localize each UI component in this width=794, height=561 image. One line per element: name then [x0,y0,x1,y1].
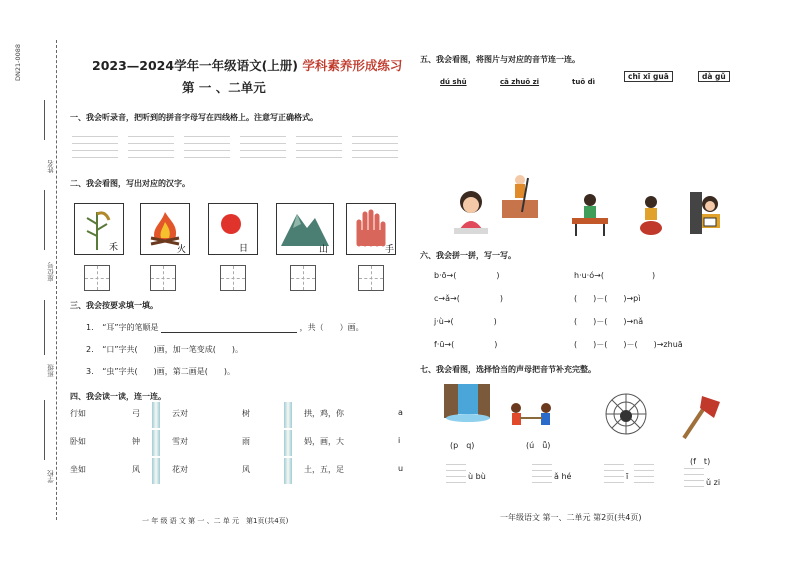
s4-words-1[interactable]: 拱，鸡，你 [304,409,344,418]
tianzige-box-1[interactable] [84,265,110,291]
s7-write-grid-1[interactable] [446,464,466,483]
s6-row1-right[interactable]: h·u·ó→( ) [574,271,656,280]
divider-bar [152,458,160,484]
title-year: 2023—2024学年一年级语文(上册) [92,58,299,73]
s4-mid-1[interactable]: 弓 [132,409,140,418]
s7-choice-1[interactable]: (p q) [450,441,475,450]
mopping-picture[interactable] [498,172,542,220]
s7-ending-1: ù bù [468,472,486,481]
s4-letter-1[interactable]: a [398,408,403,417]
section4-title: 四、我会读一读，连一连。 [70,392,166,401]
s4-pair-3[interactable]: 花对 [172,465,188,474]
syllable-chi-xi-gua[interactable]: chī xī guā [624,71,673,82]
section7-title: 七、我会看图，选择恰当的声母把音节补充完整。 [420,365,596,374]
s4-pair-1[interactable]: 云对 [172,409,188,418]
seat-label: 座位号 [47,262,55,282]
name-label: 姓名 [47,160,55,173]
tianzige-box-3[interactable] [220,265,246,291]
drum-picture[interactable] [638,194,664,238]
syllable-da-gu[interactable]: dà gǔ [698,71,730,82]
s7-choice-2[interactable]: (ú ǖ) [526,441,551,450]
seat-line [44,190,45,250]
s7-choice-4[interactable]: (f t) [690,457,711,466]
hand-picture [346,203,396,255]
tianzige-box-4[interactable] [290,265,316,291]
s6-row3-right[interactable]: ( )－( )→nǎ [574,317,644,326]
s6-row1-left[interactable]: b·ō→( ) [434,271,500,280]
syllable-ca-zhuo-zi[interactable]: cā zhuō zi [500,78,540,86]
sun-picture [208,203,258,255]
class-line [44,300,45,355]
syllable-tuo-di[interactable]: tuō dì [572,78,595,86]
section1-title: 一、我会听录音，把听到的拼音字母写在四线格上。注意写正确格式。 [70,113,318,122]
section5-title: 五、我会看图，将图片与对应的音节连一连。 [420,55,580,64]
mountain-glyph: 山 [319,245,329,254]
s4-words-2[interactable]: 妈，画，大 [304,437,344,446]
s3-question-2: 2. “口”字共( )画，加一笔变成( )。 [86,345,243,354]
rice-picture [74,203,124,255]
s7-ending-3: ī [626,472,629,481]
section6-title: 六、我会拼一拼，写一写。 [420,251,516,260]
reading-picture[interactable] [688,190,724,236]
girl-eating-picture[interactable] [448,188,494,236]
s4-letter-2[interactable]: i [398,436,401,445]
footer-right: 一年级语文 第一、二单元 第2页(共4页) [500,513,642,522]
exam-title [92,56,402,74]
s3-question-3: 3. “虫”字共( )画，第二画是( )。 [86,367,235,376]
section3-title: 三、我会按要求填一填。 [70,301,158,310]
s4-pair-answer-2[interactable]: 雨 [242,437,250,446]
unit-title: 第 一 、二单元 [182,80,266,95]
s7-ending-2: ǎ hé [554,472,572,481]
class-label: 班级 [47,364,55,377]
s6-row2-right[interactable]: ( )－( )→pì [574,294,641,303]
s4-left-1[interactable]: 行如 [70,409,86,418]
section2-title: 二、我会看图，写出对应的汉字。 [70,179,190,188]
stroke-order-answer-line[interactable] [161,332,297,333]
s6-row4-right[interactable]: ( )－( )－( )→zhuā [574,340,683,349]
binding-line [56,40,57,520]
fire-picture [140,203,190,255]
divider-bar [152,430,160,456]
s4-pair-2[interactable]: 雪对 [172,437,188,446]
s4-mid-3[interactable]: 风 [132,465,140,474]
s3-question-1: 1. “耳”字的笔顺是 ，共（ ）画。 [86,323,364,332]
tug-of-war-picture [506,400,556,434]
divider-bar [152,402,160,428]
divider-bar [284,430,292,456]
tianzige-box-5[interactable] [358,265,384,291]
paper-code: DN21-0088 [14,44,22,82]
s7-write-grid-2[interactable] [532,464,552,483]
s4-pair-answer-3[interactable]: 风 [242,465,250,474]
s6-row4-left[interactable]: f·ū→( ) [434,340,498,349]
s4-left-3[interactable]: 坐如 [70,465,86,474]
mountain-picture [276,203,334,255]
rice-glyph: 禾 [109,243,119,253]
s6-row2-left[interactable]: c→ǎ→( ) [434,294,503,303]
sun-glyph: 日 [239,244,249,254]
s7-write-grid-3[interactable] [604,464,624,483]
spider-web-picture [602,392,650,436]
s4-letter-3[interactable]: u [398,464,404,473]
s7-write-grid-3b[interactable] [634,464,654,483]
title-subject: 学科素养形成练习 [302,58,403,73]
name-line [44,100,45,140]
school-label: 学校 [47,470,55,483]
s4-pair-answer-1[interactable]: 树 [242,409,250,418]
s4-words-3[interactable]: 土，五，足 [304,465,344,474]
s7-write-grid-4[interactable] [684,468,704,487]
s6-row3-left[interactable]: j·ù→( ) [434,317,497,326]
divider-bar [284,458,292,484]
school-line [44,400,45,460]
axe-picture [676,392,724,442]
footer-left: 一 年 级 语 文 第 一 、二 单 元 第1页(共4页) [142,517,289,525]
wiping-table-picture[interactable] [568,192,612,238]
syllable-du-shu[interactable]: dú shū [440,78,467,86]
divider-bar [284,402,292,428]
hand-glyph: 手 [385,245,395,254]
fire-glyph: 火 [177,245,187,254]
s7-ending-4: ǔ zi [706,478,721,487]
s4-mid-2[interactable]: 钟 [132,437,140,446]
s4-left-2[interactable]: 卧如 [70,437,86,446]
waterfall-picture [438,380,494,422]
tianzige-box-2[interactable] [150,265,176,291]
